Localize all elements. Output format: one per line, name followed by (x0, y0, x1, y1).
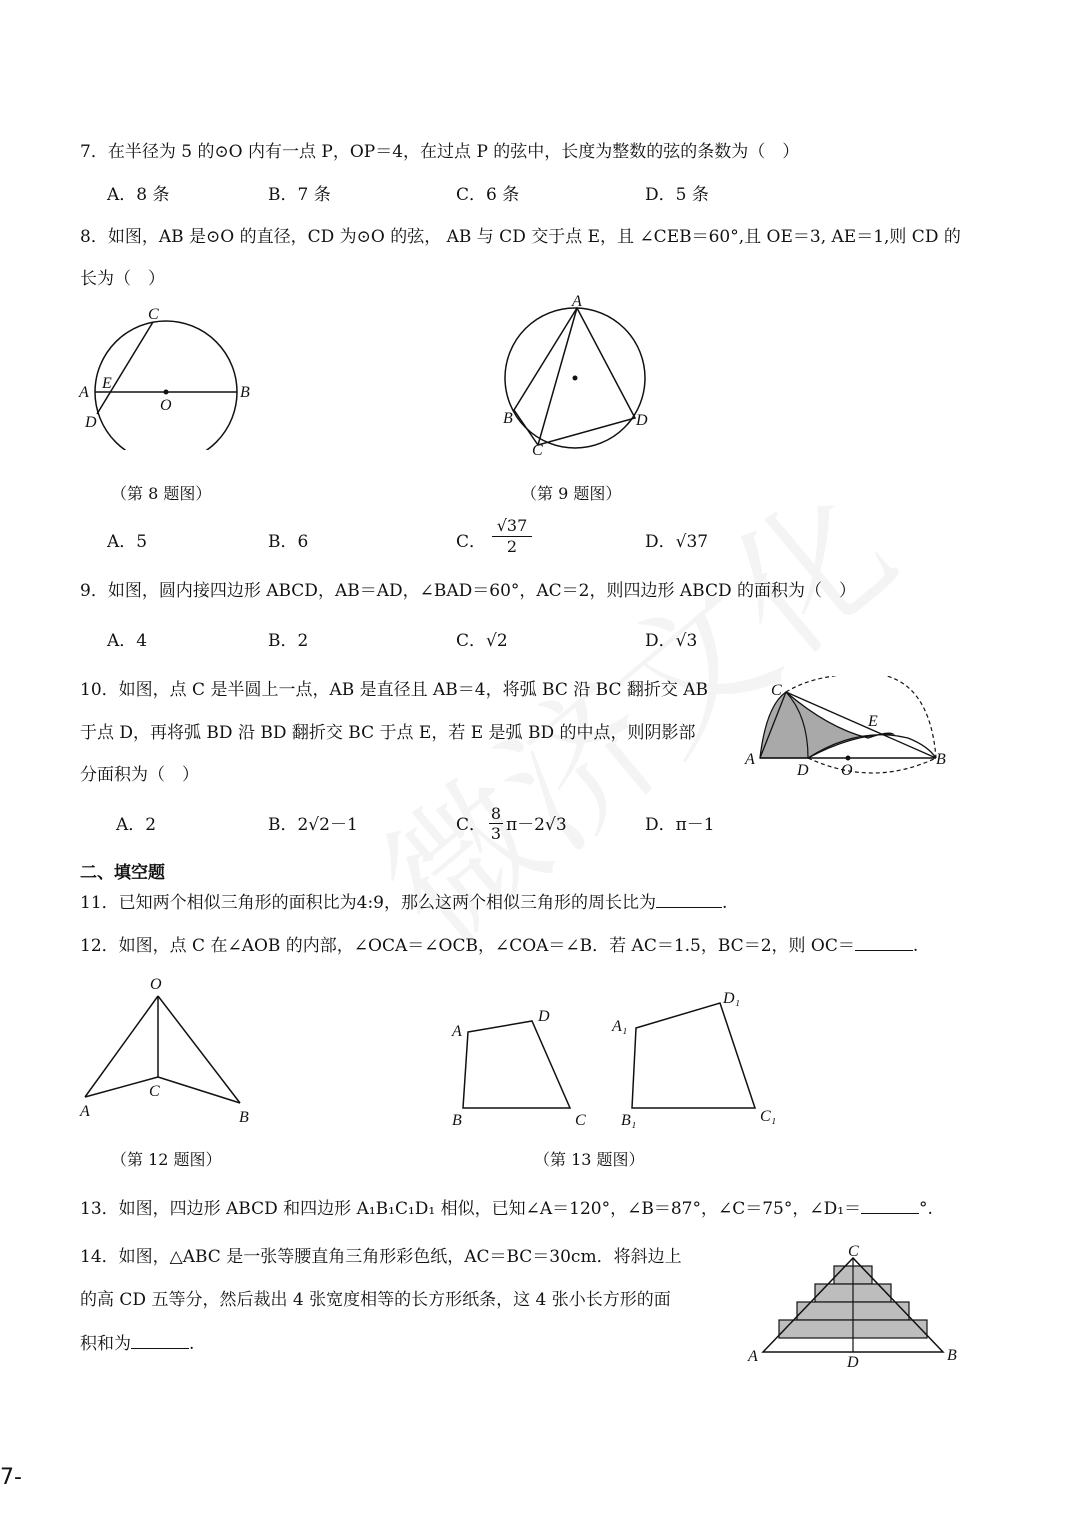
fig10-label-c: C (771, 682, 782, 699)
question-7: 7．在半径为 5 的⊙O 内有一点 P，OP＝4，在过点 P 的弦中，长度为整数的弦的条数为（ ） (80, 142, 800, 162)
q8-option-c-fraction (492, 516, 532, 556)
q11-text: 11．已知两个相似三角形的面积比为4:9，那么这两个相似三角形的周长比为 (80, 893, 656, 913)
q8-option-c-denominator: 2 (506, 537, 518, 556)
question-10-line3: 分面积为（ ） (80, 765, 199, 785)
fig8-label-a: A (79, 384, 89, 401)
fig13-label-d: D (538, 1008, 550, 1025)
fig10-label-o: O (841, 762, 853, 779)
q8-option-c-numerator: √37 (492, 516, 532, 537)
q14-text: 积和为 (80, 1334, 131, 1354)
q10-option-b: B．2√2－1 (268, 815, 358, 835)
fig9-label-d: D (636, 412, 648, 429)
question-14-line3 (80, 1332, 194, 1355)
fig12-label-o: O (150, 976, 162, 993)
fig9-label-c: C (532, 442, 543, 459)
fig8-label-b: B (240, 384, 250, 401)
fig8-label-d: D (85, 414, 97, 431)
q7-option-c: C．6 条 (456, 185, 520, 205)
figure-13-quadrilaterals (440, 985, 790, 1135)
fig10-label-e: E (868, 713, 878, 730)
fig13-label-a: A (452, 1023, 462, 1040)
fig9-label-a: A (572, 293, 582, 310)
fig9-label-b: B (503, 410, 513, 427)
q12-answer-blank (855, 934, 913, 951)
fig12-label-b: B (239, 1109, 249, 1126)
fig8-label-c: C (148, 306, 159, 323)
figure-9-circle (490, 292, 670, 462)
q9-option-d: D．√3 (645, 631, 698, 651)
q12-text: 12．如图，点 C 在∠AOB 的内部，∠OCA＝∠OCB，∠COA＝∠B．若 AC＝1.5，BC＝2，则 OC＝ (80, 936, 855, 956)
figure-14-triangle (745, 1240, 965, 1375)
fig13-label-c1: C₁ (760, 1108, 777, 1125)
q11-tail: . (722, 893, 728, 913)
q7-option-b: B．7 条 (268, 185, 331, 205)
caption-figure-9: （第 9 题图） (521, 484, 622, 503)
q7-option-a: A．8 条 (107, 185, 170, 205)
fig8-label-e: E (102, 375, 112, 392)
q14-tail: . (189, 1334, 195, 1354)
figure-12-angle (70, 970, 270, 1130)
fig12-label-a: A (80, 1103, 90, 1120)
q8-option-b: B．6 (268, 532, 309, 552)
fig10-label-a: A (745, 751, 755, 768)
q10-option-c-tail: π－2√3 (506, 815, 567, 835)
fig10-label-d: D (797, 762, 809, 779)
question-9: 9．如图，圆内接四边形 ABCD，AB＝AD，∠BAD＝60°，AC＝2，则四边形 ABCD 的面积为（ ） (80, 581, 857, 601)
q8-option-c: C． (456, 532, 487, 552)
caption-figure-12: （第 12 题图） (111, 1150, 222, 1169)
caption-figure-13: （第 13 题图） (534, 1150, 645, 1169)
question-14-line2: 的高 CD 五等分，然后裁出 4 张宽度相等的长方形纸条，这 4 张小长方形的面 (80, 1290, 671, 1310)
fig14-label-b: B (947, 1347, 957, 1364)
fig14-label-d: D (847, 1354, 859, 1371)
fig8-label-o: O (160, 397, 172, 414)
q10-option-c: C． (456, 815, 487, 835)
q10-option-c-denominator: 3 (490, 824, 502, 843)
page-number: 7- (0, 1465, 22, 1490)
question-14-line1: 14．如图，△ABC 是一张等腰直角三角形彩色纸，AC＝BC＝30cm．将斜边上 (80, 1247, 682, 1267)
q14-answer-blank (131, 1332, 189, 1349)
fig13-label-a1: A₁ (612, 1018, 628, 1035)
q13-answer-blank (861, 1197, 919, 1214)
caption-figure-8: （第 8 题图） (111, 484, 212, 503)
q7-option-d: D．5 条 (645, 185, 709, 205)
q10-option-d: D．π－1 (645, 815, 715, 835)
fig14-label-c: C (848, 1243, 859, 1260)
q10-option-a: A．2 (116, 815, 157, 835)
q11-answer-blank (656, 891, 722, 908)
q12-tail: . (912, 936, 919, 956)
q8-option-a: A．5 (107, 532, 148, 552)
q8-option-d: D．√37 (645, 532, 709, 552)
q9-option-c: C．√2 (456, 631, 508, 651)
fig13-label-b: B (452, 1112, 462, 1129)
q10-option-c-numerator: 8 (490, 804, 502, 823)
fig13-label-d1: D₁ (723, 990, 741, 1007)
figure-8-circle (70, 300, 270, 450)
question-10-line2: 于点 D，再将弧 BD 沿 BD 翻折交 BC 于点 E，若 E 是弧 BD 的中点，则阴影部 (80, 723, 696, 743)
question-13 (80, 1197, 933, 1220)
q9-option-b: B．2 (268, 631, 309, 651)
question-10-line1: 10．如图，点 C 是半圆上一点，AB 是直径且 AB＝4，将弧 BC 沿 BC 翻折交 AB (80, 680, 709, 700)
section-heading-fill-in: 二、填空题 (80, 863, 165, 883)
q13-text: 13．如图，四边形 ABCD 和四边形 A₁B₁C₁D₁ 相似，已知∠A＝120°，∠B＝87°，∠C＝75°，∠D₁＝ (80, 1199, 862, 1219)
fig14-label-a: A (748, 1348, 758, 1365)
q13-tail: °. (919, 1199, 933, 1219)
fig12-label-c: C (149, 1083, 160, 1100)
question-8-line2: 长为（ ） (80, 269, 165, 289)
question-11 (80, 891, 727, 914)
figure-10-semicircle (738, 676, 960, 786)
question-12 (80, 934, 918, 957)
q10-option-c-fraction (489, 804, 503, 843)
fig13-label-c: C (575, 1112, 586, 1129)
q9-option-a: A．4 (107, 631, 148, 651)
fig13-label-b1: B₁ (621, 1112, 637, 1129)
question-8-line1: 8．如图，AB 是⊙O 的直径，CD 为⊙O 的弦， AB 与 CD 交于点 E，且 ∠CEB＝60°,且 OE＝3, AE＝1,则 CD 的 (80, 227, 961, 247)
fig10-label-b: B (936, 751, 946, 768)
